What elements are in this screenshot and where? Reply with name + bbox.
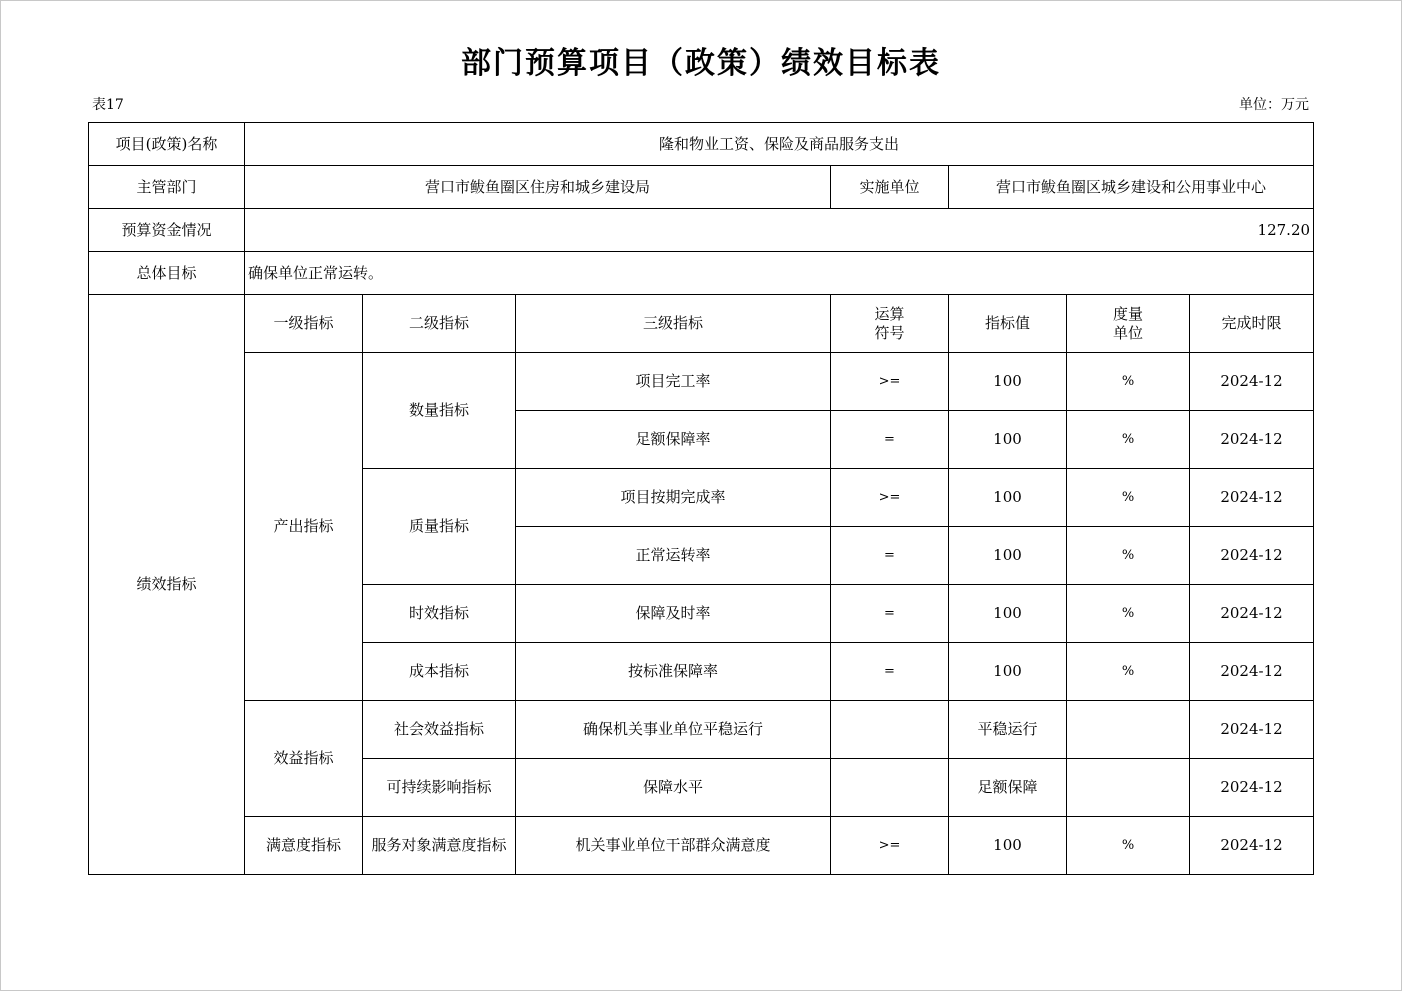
dept-value: 营口市鲅鱼圈区住房和城乡建设局 bbox=[245, 166, 831, 209]
unit-cell: % bbox=[1067, 585, 1190, 643]
project-name-value: 隆和物业工资、保险及商品服务支出 bbox=[245, 123, 1314, 166]
header-unit: 度量 单位 bbox=[1067, 295, 1190, 353]
value-cell: 100 bbox=[949, 469, 1067, 527]
impl-value: 营口市鲅鱼圈区城乡建设和公用事业中心 bbox=[949, 166, 1314, 209]
value-cell: 100 bbox=[949, 411, 1067, 469]
deadline-cell: 2024-12 bbox=[1190, 469, 1314, 527]
unit-label: 单位：万元 bbox=[1239, 97, 1309, 113]
operator-cell: = bbox=[831, 527, 949, 585]
table-row bbox=[89, 817, 1314, 875]
header-operator: 运算 符号 bbox=[831, 295, 949, 353]
table-number: 表17 bbox=[92, 97, 124, 113]
value-cell: 100 bbox=[949, 817, 1067, 875]
header-value: 指标值 bbox=[949, 295, 1067, 353]
indicator-header-row bbox=[89, 295, 1314, 353]
group-sustain: 可持续影响指标 bbox=[363, 759, 516, 817]
group-quantity: 数量指标 bbox=[363, 353, 516, 469]
header-level2: 二级指标 bbox=[363, 295, 516, 353]
unit-cell: % bbox=[1067, 527, 1190, 585]
header-level3: 三级指标 bbox=[516, 295, 831, 353]
unit-cell: % bbox=[1067, 643, 1190, 701]
deadline-cell: 2024-12 bbox=[1190, 643, 1314, 701]
header-level1: 一级指标 bbox=[245, 295, 363, 353]
unit-cell: % bbox=[1067, 817, 1190, 875]
level3-cell: 按标准保障率 bbox=[516, 643, 831, 701]
deadline-cell: 2024-12 bbox=[1190, 701, 1314, 759]
deadline-cell: 2024-12 bbox=[1190, 759, 1314, 817]
unit-cell bbox=[1067, 701, 1190, 759]
project-name-label: 项目(政策)名称 bbox=[89, 123, 245, 166]
group-quality: 质量指标 bbox=[363, 469, 516, 585]
operator-cell bbox=[831, 759, 949, 817]
group-output: 产出指标 bbox=[245, 353, 363, 701]
value-cell: 100 bbox=[949, 527, 1067, 585]
deadline-cell: 2024-12 bbox=[1190, 353, 1314, 411]
level3-cell: 保障及时率 bbox=[516, 585, 831, 643]
budget-label: 预算资金情况 bbox=[89, 209, 245, 252]
unit-cell: % bbox=[1067, 353, 1190, 411]
deadline-cell: 2024-12 bbox=[1190, 527, 1314, 585]
group-cost: 成本指标 bbox=[363, 643, 516, 701]
goal-label: 总体目标 bbox=[89, 252, 245, 295]
level3-cell: 保障水平 bbox=[516, 759, 831, 817]
group-social: 社会效益指标 bbox=[363, 701, 516, 759]
budget-row bbox=[89, 209, 1314, 252]
level3-cell: 项目按期完成率 bbox=[516, 469, 831, 527]
operator-cell: = bbox=[831, 643, 949, 701]
level3-cell: 足额保障率 bbox=[516, 411, 831, 469]
level3-cell: 正常运转率 bbox=[516, 527, 831, 585]
goal-row bbox=[89, 252, 1314, 295]
value-cell: 100 bbox=[949, 585, 1067, 643]
project-name-row bbox=[89, 123, 1314, 166]
level3-cell: 机关事业单位干部群众满意度 bbox=[516, 817, 831, 875]
unit-cell: % bbox=[1067, 469, 1190, 527]
level3-cell: 项目完工率 bbox=[516, 353, 831, 411]
operator-cell: = bbox=[831, 585, 949, 643]
value-cell: 足额保障 bbox=[949, 759, 1067, 817]
level3-cell: 确保机关事业单位平稳运行 bbox=[516, 701, 831, 759]
operator-cell: >= bbox=[831, 817, 949, 875]
budget-value: 127.20 bbox=[245, 209, 1314, 252]
table-row bbox=[89, 353, 1314, 411]
operator-cell: >= bbox=[831, 469, 949, 527]
perf-label: 绩效指标 bbox=[89, 295, 245, 875]
deadline-cell: 2024-12 bbox=[1190, 411, 1314, 469]
group-benefit: 效益指标 bbox=[245, 701, 363, 817]
unit-cell bbox=[1067, 759, 1190, 817]
group-service: 服务对象满意度指标 bbox=[363, 817, 516, 875]
group-timeliness: 时效指标 bbox=[363, 585, 516, 643]
page-title: 部门预算项目（政策）绩效目标表 bbox=[461, 46, 941, 81]
unit-cell: % bbox=[1067, 411, 1190, 469]
goal-value: 确保单位正常运转。 bbox=[245, 252, 1314, 295]
operator-cell: = bbox=[831, 411, 949, 469]
performance-target-table bbox=[88, 122, 1314, 875]
department-row bbox=[89, 166, 1314, 209]
table-row bbox=[89, 701, 1314, 759]
operator-cell: >= bbox=[831, 353, 949, 411]
header-deadline: 完成时限 bbox=[1190, 295, 1314, 353]
dept-label: 主管部门 bbox=[89, 166, 245, 209]
impl-label: 实施单位 bbox=[831, 166, 949, 209]
deadline-cell: 2024-12 bbox=[1190, 585, 1314, 643]
value-cell: 平稳运行 bbox=[949, 701, 1067, 759]
operator-cell bbox=[831, 701, 949, 759]
value-cell: 100 bbox=[949, 643, 1067, 701]
group-satisfaction: 满意度指标 bbox=[245, 817, 363, 875]
value-cell: 100 bbox=[949, 353, 1067, 411]
deadline-cell: 2024-12 bbox=[1190, 817, 1314, 875]
